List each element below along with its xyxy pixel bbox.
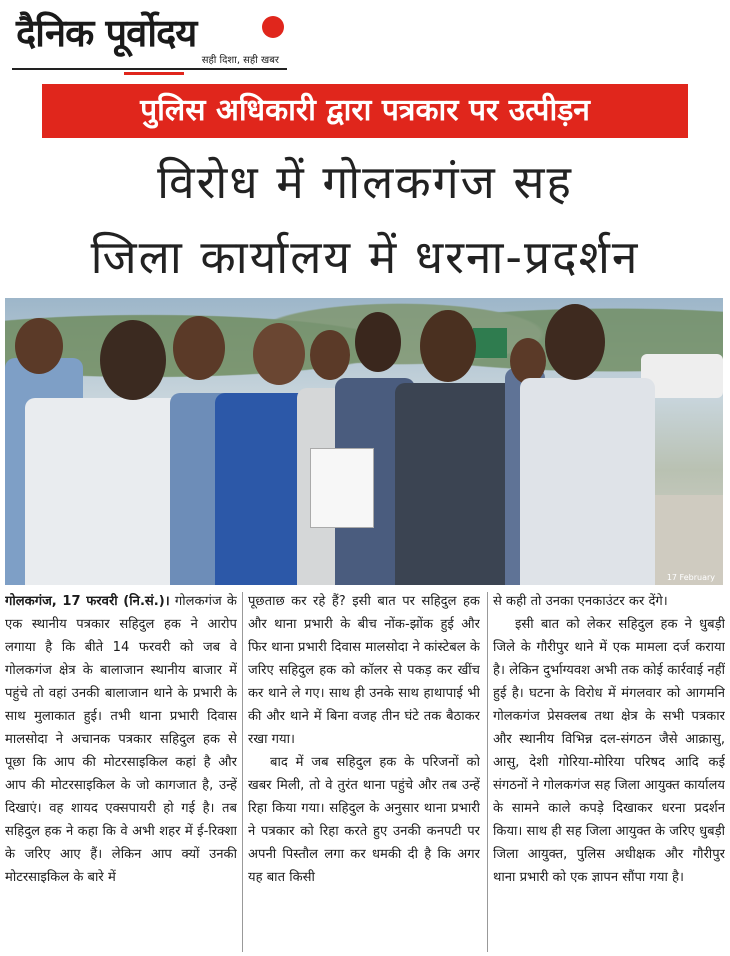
article-text: गोलकगंज के एक स्थानीय पत्रकार सहिदुल हक ने आरोप लगाया है कि बीते 14 फरवरी को जब वे गोलकगंज क्षेत्र के बालाजान स्थानीय बाजार में पहुंचे तो वहां उनकी बालाजान थाने के प्रभारी के साथ मुलाकात हुई। तभी थाना प्रभारी दिवास मालसोदा ने अचानक पत्रकार सहिदुल हक से पूछा कि आप की मोटरसाइकिल कहां है और आप की मोटरसाइकिल के जो कागजात है, उन्हें दिखाएं। वह शायद एक्सपायरी हो गई है। तब सहिदुल हक ने कहा कि वे अभी शहर में ई-रिक्शा के जरिए आए हैं। लेकिन आप क्यों उनकी मोटरसाइकिल के बारे में — [5, 594, 237, 885]
person-5-head — [310, 330, 350, 380]
headline-line-1: विरोध में गोलकगंज सह — [157, 155, 573, 209]
headline-line-2: जिला कार्यालय में धरना-प्रदर्शन — [90, 230, 640, 284]
memorandum-paper — [310, 448, 374, 528]
logo-dot-icon — [262, 16, 284, 38]
masthead-rule — [12, 68, 287, 70]
article-body — [5, 590, 725, 956]
masthead — [12, 6, 287, 70]
article-paragraph: से कही तो उनका एनकाउंटर कर देंगे। — [493, 594, 668, 609]
person-2-head — [100, 320, 166, 400]
article-paragraph: पूछताछ कर रहे हैं? इसी बात पर सहिदुल हक और थाना प्रभारी के बीच नोंक-झोंक हुई और फिर थाना प्रभारी दिवास मालसोदा ने कांस्टेबल के जरिए सहिदुल हक को कॉलर से पकड़ कर खींच कर थाने ले गए। साथ ही उनके साथ हाथापाई भी की और थाने में बिना वजह तीन घंटे तक बैठाकर रखा गया। — [248, 594, 480, 747]
article-paragraph: इसी बात को लेकर सहिदुल हक ने धुबड़ी जिले के गौरीपुर थाने में एक मामला दर्ज कराया है। लेकिन दुर्भाग्यवश अभी तक कोई कार्रवाई नहीं हुई है। घटना के विरोध में मंगलवार को आगमनि गोलकगंज प्रेसक्लब तथा क्षेत्र के सभी पत्रकार और स्थानीय विभिन्न दल-संगठन जैसे आक्रासु, आसु, देशी गोरिया-मोरिया परिषद आदि कई संगठनों ने गोलकगंज सह जिला आयुक्त कार्यालय के सामने काले कपड़े दिखाकर धरना प्रदर्शन किया। साथ ही सह जिला आयुक्त के जरिए धुबड़ी जिला आयुक्त, पुलिस अधीक्षक और गौरीपुर थाना प्रभारी को एक ज्ञापन सौंपा गया है। — [493, 617, 725, 885]
article-column-3 — [493, 590, 725, 956]
person-4-head — [253, 323, 305, 385]
newspaper-name: दैनिक पूर्वोदय — [16, 11, 197, 55]
person-1-head — [15, 318, 63, 374]
photo-green-sign — [473, 328, 507, 358]
tagline: सही दिशा, सही खबर — [201, 55, 279, 66]
photo-date-stamp: 17 February — [666, 573, 715, 582]
person-9 — [520, 378, 655, 585]
article-paragraph: बाद में जब सहिदुल हक के परिजनों को खबर मिली, तो वे तुरंत थाना पहुंचे और तब उन्हें रिहा किया गया। सहिदुल के अनुसार थाना प्रभारी ने पत्रकार को रिहा करते हुए उनकी कनपटी पर अपनी पिस्तौल लगा कर धमकी दी है कि अगर यह बात किसी — [248, 755, 480, 885]
dateline: गोलकगंज, 17 फरवरी (नि.सं.)। — [5, 594, 170, 609]
person-7 — [395, 383, 515, 585]
article-paragraph — [5, 590, 237, 889]
article-column-2 — [248, 590, 480, 956]
article-column-1 — [5, 590, 237, 956]
news-photo — [5, 298, 723, 585]
person-7-head — [420, 310, 476, 382]
person-6-head — [355, 312, 401, 372]
person-3-head — [173, 316, 225, 380]
kicker-banner: पुलिस अधिकारी द्वारा पत्रकार पर उत्पीड़न — [42, 84, 688, 138]
person-9-head — [545, 304, 605, 380]
masthead-accent-bar — [124, 72, 184, 75]
